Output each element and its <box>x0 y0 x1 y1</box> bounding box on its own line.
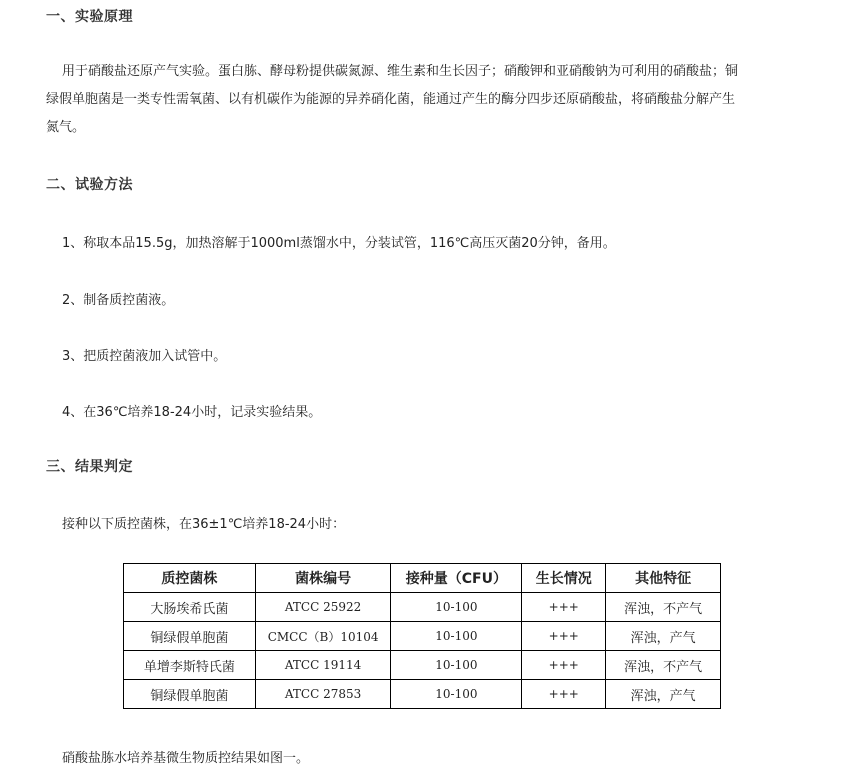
table-row <box>124 680 721 709</box>
cell-inoculum: 10-100 <box>391 622 522 651</box>
cell-other: 浑浊，不产气 <box>606 651 721 680</box>
cell-strain-code: CMCC（B）10104 <box>255 622 391 651</box>
cell-strain-code: ATCC 25922 <box>255 593 391 622</box>
principle-line-2: 绿假单胞菌是一类专性需氧菌、以有机碳作为能源的异养硝化菌，能通过产生的酶分四步还原硝酸盐，将硝酸盐分解产生 <box>46 92 736 107</box>
cell-inoculum: 10-100 <box>391 651 522 680</box>
cell-strain-code: ATCC 19114 <box>255 651 391 680</box>
table-row <box>124 622 721 651</box>
header-other: 其他特征 <box>606 564 721 593</box>
cell-other: 浑浊，产气 <box>606 680 721 709</box>
cell-growth: +++ <box>522 622 606 651</box>
method-step-3: 3、把质控菌液加入试管中。 <box>62 349 227 364</box>
principle-line-3: 氮气。 <box>46 120 86 135</box>
cell-inoculum: 10-100 <box>391 680 522 709</box>
cell-growth: +++ <box>522 651 606 680</box>
cell-strain: 大肠埃希氏菌 <box>124 593 256 622</box>
cell-strain: 单增李斯特氏菌 <box>124 651 256 680</box>
principle-paragraph <box>46 58 796 142</box>
table-header-row <box>124 564 721 593</box>
cell-other: 浑浊，不产气 <box>606 593 721 622</box>
header-growth: 生长情况 <box>522 564 606 593</box>
method-step-2: 2、制备质控菌液。 <box>62 293 175 308</box>
cell-strain: 铜绿假单胞菌 <box>124 622 256 651</box>
section-heading-result: 三、结果判定 <box>46 459 133 475</box>
cell-growth: +++ <box>522 593 606 622</box>
result-footer: 硝酸盐胨水培养基微生物质控结果如图一。 <box>62 751 310 766</box>
header-strain-code: 菌株编号 <box>255 564 391 593</box>
principle-line-1: 用于硝酸盐还原产气实验。蛋白胨、酵母粉提供碳氮源、维生素和生长因子；硝酸钾和亚硝酸钠为可利用的硝酸盐；铜 <box>62 64 739 79</box>
section-heading-principle: 一、实验原理 <box>46 9 133 25</box>
header-strain: 质控菌株 <box>124 564 256 593</box>
cell-strain: 铜绿假单胞菌 <box>124 680 256 709</box>
cell-growth: +++ <box>522 680 606 709</box>
section-heading-method: 二、试验方法 <box>46 177 133 193</box>
table-row <box>124 593 721 622</box>
qc-strain-table <box>123 563 721 709</box>
cell-strain-code: ATCC 27853 <box>255 680 391 709</box>
method-step-1: 1、称取本品15.5g，加热溶解于1000ml蒸馏水中，分装试管，116℃高压灭菌20分钟，备用。 <box>62 236 616 251</box>
result-intro: 接种以下质控菌株，在36±1℃培养18-24小时： <box>62 517 346 532</box>
cell-inoculum: 10-100 <box>391 593 522 622</box>
header-inoculum: 接种量（CFU） <box>391 564 522 593</box>
table-row <box>124 651 721 680</box>
cell-other: 浑浊，产气 <box>606 622 721 651</box>
method-step-4: 4、在36℃培养18-24小时，记录实验结果。 <box>62 405 322 420</box>
